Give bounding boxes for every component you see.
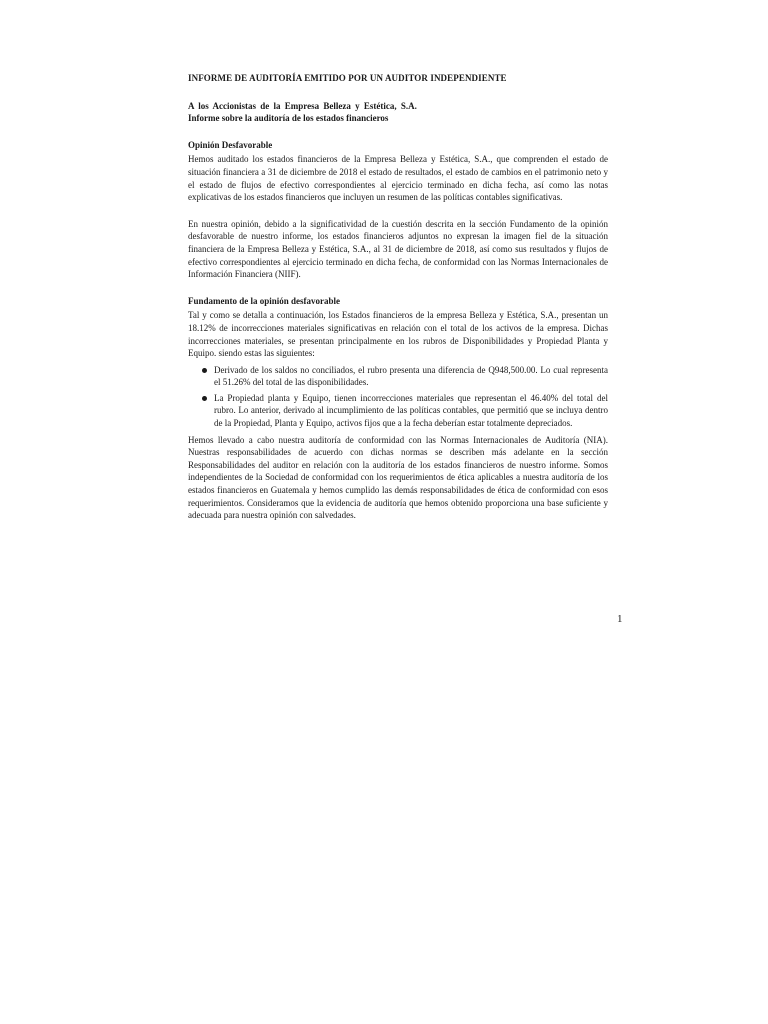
basis-heading: Fundamento de la opinión desfavorable [188, 295, 341, 306]
opinion-heading: Opinión Desfavorable [188, 139, 273, 150]
bullet-icon [202, 396, 207, 401]
closing-paragraph: Hemos llevado a cabo nuestra auditoría de conformidad con las Normas Internacionales de Auditoría (NIA). Nuestras responsabilidades de acuerdo con dichas normas se describen más adelante en la sección Responsabilidades del auditor en relación con la auditoría de los estados financieros de nuestro informe. Somos independientes de la Sociedad de conformidad con los requerimientos de ética aplicables a nuestra auditoría de los estados financieros en Guatemala y hemos cumplido las demás responsabilidades de ética de conformidad con esos requerimientos. Consideramos que la evidencia de auditoría que hemos obtenido proporciona una base suficiente y adecuada para nuestra opinión con salvedades. [188, 434, 608, 521]
list-item [188, 392, 608, 430]
finding-text: Derivado de los saldos no conciliados, el rubro presenta una diferencia de Q948,500.00. Lo cual representa el 51.26% del total de las disponibilidades. [214, 364, 608, 388]
addressee-line: A los Accionistas de la Empresa Belleza y Estética, S.A. [188, 100, 417, 111]
basis-paragraph: Tal y como se detalla a continuación, los Estados financieros de la empresa Belleza y Estética, S.A., presentan un 18.12% de incorrecciones materiales significativas en relación con el total de los activos de la empresa. Dichas incorrecciones materiales, se presentan principalmente en los rubros de Disponibilidades y Propiedad Planta y Equipo. siendo estas las siguientes: [188, 310, 608, 359]
bullet-icon [202, 368, 207, 373]
opinion-paragraph-2: En nuestra opinión, debido a la significatividad de la cuestión descrita en la sección Fundamento de la opinión desfavorable de nuestro informe, los estados financieros adjuntos no expresan la imagen fiel de la situación financiera de la Empresa Belleza y Estética, S.A., al 31 de diciembre de 2018, así como sus resultados y flujos de efectivo correspondientes al ejercicio terminado en dicha fecha, de conformidad con las Normas Internacionales de Información Financiera (NIIF). [188, 218, 608, 280]
document-title: INFORME DE AUDITORÍA EMITIDO POR UN AUDITOR INDEPENDIENTE [188, 73, 507, 83]
findings-list [188, 364, 608, 430]
finding-text: La Propiedad planta y Equipo, tienen incorrecciones materiales que representan el 46.40% del total del rubro. Lo anterior, derivado al incumplimiento de las políticas contables, que permitió que se incluya dentro de la Propiedad, Planta y Equipo, activos fijos que a la fecha deberían estar totalmente depreciados. [214, 392, 608, 429]
page-number: 1 [617, 613, 623, 625]
opinion-paragraph-1: Hemos auditado los estados financieros de la Empresa Belleza y Estética, S.A., que comprenden el estado de situación financiera a 31 de diciembre de 2018 el estado de resultados, el estado de cambios en el patrimonio neto y el estado de flujos de efectivo correspondientes al ejercicio terminado en dicha fecha, así como las notas explicativas de los estados financieros que incluyen un resumen de las políticas contables significativas. [188, 154, 608, 203]
report-subtitle: Informe sobre la auditoría de los estados financieros [188, 113, 389, 124]
document-page [188, 72, 608, 536]
list-item [188, 364, 608, 389]
